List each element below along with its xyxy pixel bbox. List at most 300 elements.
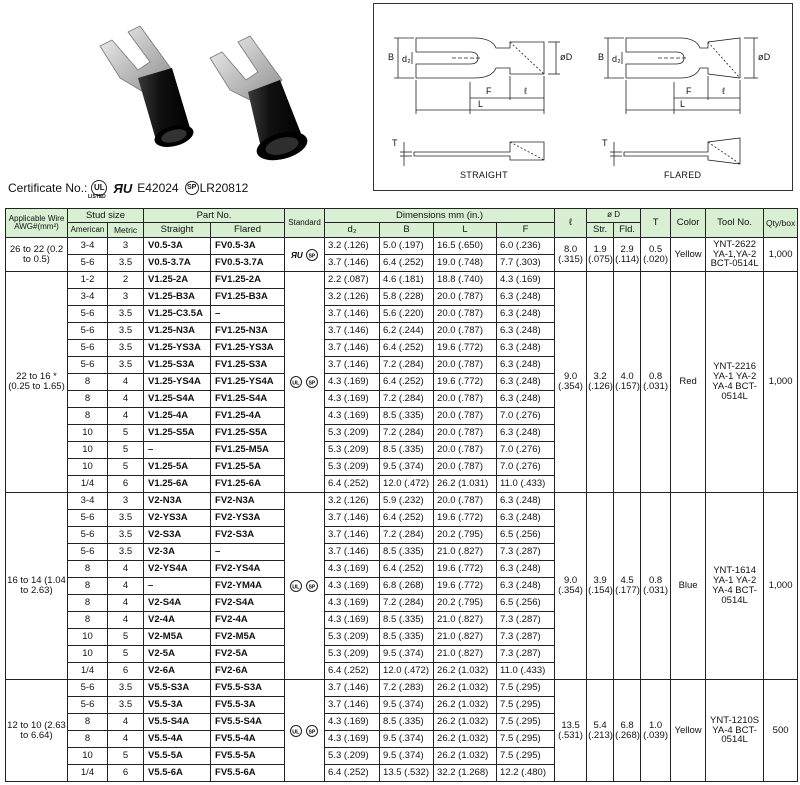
straight-part-cell: V1.25-YS4A <box>144 374 211 391</box>
f-cell: 6.3 (.248) <box>497 391 555 408</box>
d2-cell: 6.4 (.252) <box>325 476 380 493</box>
l-cell: 21.0 (.827) <box>434 646 497 663</box>
metric-stud-cell: 5 <box>108 425 144 442</box>
b-cell: 8.5 (.335) <box>380 408 434 425</box>
svg-text:ЯU: ЯU <box>290 250 303 260</box>
header-dimensions: Dimensions mm (in.) <box>325 209 555 223</box>
flared-part-cell: FV1.25-S3A <box>211 357 285 374</box>
flared-part-cell: FV2-S4A <box>211 595 285 612</box>
l-cell: 26.2 (1.032) <box>434 731 497 748</box>
t-cell: 1.0 (.039) <box>641 680 671 782</box>
metric-stud-cell: 5 <box>108 442 144 459</box>
straight-part-cell: – <box>144 578 211 595</box>
american-stud-cell: 5-6 <box>68 340 108 357</box>
flared-part-cell: FV5.5-3A <box>211 697 285 714</box>
listed-caption: LISTED <box>88 194 106 200</box>
flared-part-cell: FV2-YM4A <box>211 578 285 595</box>
metric-stud-cell: 3.5 <box>108 527 144 544</box>
american-stud-cell: 8 <box>68 374 108 391</box>
straight-part-cell: V1.25-S5A <box>144 425 211 442</box>
d2-cell: 5.3 (.209) <box>325 748 380 765</box>
metric-stud-cell: 2 <box>108 272 144 289</box>
metric-stud-cell: 4 <box>108 731 144 748</box>
b-cell: 13.5 (.532) <box>380 765 434 782</box>
f-cell: 6.3 (.248) <box>497 561 555 578</box>
flared-part-cell: FV2-YS4A <box>211 561 285 578</box>
straight-part-cell: V2-S4A <box>144 595 211 612</box>
l-cell: 19.6 (.772) <box>434 578 497 595</box>
l-small-cell: 9.0 (.354) <box>555 272 587 493</box>
f-cell: 7.5 (.295) <box>497 697 555 714</box>
metric-stud-cell: 3.5 <box>108 680 144 697</box>
metric-stud-cell: 4 <box>108 374 144 391</box>
standard-mark-icon <box>285 272 325 493</box>
metric-stud-cell: 4 <box>108 578 144 595</box>
f-cell: 12.2 (.480) <box>497 765 555 782</box>
d2-cell: 4.3 (.169) <box>325 374 380 391</box>
ul-recognized-mark-icon: ЯU <box>113 180 133 196</box>
straight-part-cell: V1.25-2A <box>144 272 211 289</box>
d2-cell: 5.3 (.209) <box>325 646 380 663</box>
b-cell: 9.5 (.374) <box>380 459 434 476</box>
dim-label-l-small-flared: ℓ <box>722 86 726 96</box>
d2-cell: 4.3 (.169) <box>325 408 380 425</box>
straight-part-cell: V1.25-5A <box>144 459 211 476</box>
table-row <box>6 493 798 510</box>
american-stud-cell: 8 <box>68 612 108 629</box>
svg-text:UL: UL <box>291 729 300 735</box>
dimension-drawing <box>373 3 793 191</box>
metric-stud-cell: 3.5 <box>108 255 144 272</box>
f-cell: 7.5 (.295) <box>497 714 555 731</box>
straight-part-cell: V1.25-6A <box>144 476 211 493</box>
spec-table <box>5 208 798 782</box>
b-cell: 8.5 (.335) <box>380 612 434 629</box>
b-cell: 6.4 (.252) <box>380 561 434 578</box>
american-stud-cell: 1/4 <box>68 663 108 680</box>
l-small-cell: 8.0 (.315) <box>555 238 587 272</box>
metric-stud-cell: 3.5 <box>108 323 144 340</box>
flared-side-view <box>610 138 740 166</box>
color-cell: Yellow <box>671 238 706 272</box>
terminal-photo <box>80 18 340 178</box>
header-metric: Metric <box>108 223 144 238</box>
l-cell: 26.2 (1.032) <box>434 748 497 765</box>
header-t: T <box>641 209 671 238</box>
b-cell: 7.2 (.284) <box>380 527 434 544</box>
metric-stud-cell: 5 <box>108 748 144 765</box>
d2-cell: 3.7 (.146) <box>325 527 380 544</box>
flared-part-cell: FV1.25-N3A <box>211 323 285 340</box>
flared-part-cell: FV1.25-5A <box>211 459 285 476</box>
american-stud-cell: 3-4 <box>68 238 108 255</box>
f-cell: 7.3 (.287) <box>497 544 555 561</box>
phid-flared-cell: 4.0 (.157) <box>614 272 641 493</box>
f-cell: 6.3 (.248) <box>497 493 555 510</box>
svg-text:UL: UL <box>291 380 300 387</box>
d2-cell: 5.3 (.209) <box>325 629 380 646</box>
d2-cell: 3.7 (.146) <box>325 544 380 561</box>
color-cell: Red <box>671 272 706 493</box>
straight-part-cell: V1.25-4A <box>144 408 211 425</box>
american-stud-cell: 8 <box>68 561 108 578</box>
straight-part-cell: V5.5-4A <box>144 731 211 748</box>
f-cell: 7.5 (.295) <box>497 731 555 748</box>
b-cell: 7.2 (.283) <box>380 680 434 697</box>
d2-cell: 4.3 (.169) <box>325 714 380 731</box>
header-stud-size: Stud size <box>68 209 144 223</box>
t-cell: 0.5 (.020) <box>641 238 671 272</box>
d2-cell: 6.4 (.252) <box>325 663 380 680</box>
f-cell: 6.5 (.256) <box>497 527 555 544</box>
d2-cell: 3.7 (.146) <box>325 680 380 697</box>
svg-text:SP: SP <box>308 728 315 735</box>
b-cell: 7.2 (.284) <box>380 425 434 442</box>
flared-part-cell: FV0.5-3.7A <box>211 255 285 272</box>
b-cell: 5.9 (.232) <box>380 493 434 510</box>
wire-size-cell: 16 to 14 (1.04 to 2.63) <box>6 493 68 680</box>
f-cell: 11.0 (.433) <box>497 476 555 493</box>
f-cell: 6.3 (.248) <box>497 306 555 323</box>
straight-part-cell: V5.5-5A <box>144 748 211 765</box>
straight-part-cell: V0.5-3.7A <box>144 255 211 272</box>
tool-no-cell: YNT-1614 YA-1 YA-2 YA-4 BCT-0514L <box>706 493 764 680</box>
l-cell: 21.0 (.827) <box>434 544 497 561</box>
metric-stud-cell: 5 <box>108 629 144 646</box>
l-cell: 26.2 (1.032) <box>434 663 497 680</box>
american-stud-cell: 5-6 <box>68 357 108 374</box>
d2-cell: 4.3 (.169) <box>325 612 380 629</box>
header-applicable-wire: Applicable Wire AWG#(mm²) <box>6 209 68 238</box>
d2-cell: 5.3 (.209) <box>325 459 380 476</box>
american-stud-cell: 8 <box>68 578 108 595</box>
flared-part-cell: FV1.25-YS4A <box>211 374 285 391</box>
d2-cell: 5.3 (.209) <box>325 442 380 459</box>
phid-flared-cell: 4.5 (.177) <box>614 493 641 680</box>
f-cell: 7.3 (.287) <box>497 612 555 629</box>
tool-no-cell: YNT-2622 YA-1,YA-2 BCT-0514L <box>706 238 764 272</box>
t-cell: 0.8 (.031) <box>641 272 671 493</box>
b-cell: 8.5 (.335) <box>380 714 434 731</box>
flared-part-cell: FV2-YS3A <box>211 510 285 527</box>
b-cell: 6.4 (.252) <box>380 510 434 527</box>
flared-part-cell: FV5.5-S4A <box>211 714 285 731</box>
metric-stud-cell: 6 <box>108 663 144 680</box>
l-cell: 32.2 (1.268) <box>434 765 497 782</box>
l-cell: 20.0 (.787) <box>434 408 497 425</box>
metric-stud-cell: 5 <box>108 459 144 476</box>
header-str: Str. <box>587 223 614 238</box>
flared-part-cell: FV2-N3A <box>211 493 285 510</box>
dim-label-b-straight: B <box>388 52 395 62</box>
american-stud-cell: 1/4 <box>68 476 108 493</box>
f-cell: 6.3 (.248) <box>497 289 555 306</box>
d2-cell: 3.2 (.126) <box>325 493 380 510</box>
straight-part-cell: V1.25-C3.5A <box>144 306 211 323</box>
d2-cell: 3.2 (.126) <box>325 238 380 255</box>
color-cell: Blue <box>671 493 706 680</box>
straight-part-cell: V2-6A <box>144 663 211 680</box>
certificate-line <box>8 178 248 198</box>
dimension-drawing-svg <box>374 4 794 192</box>
b-cell: 9.5 (.374) <box>380 646 434 663</box>
straight-part-cell: V2-YS4A <box>144 561 211 578</box>
metric-stud-cell: 3.5 <box>108 357 144 374</box>
f-cell: 6.3 (.248) <box>497 323 555 340</box>
d2-cell: 4.3 (.169) <box>325 561 380 578</box>
flared-part-cell: FV0.5-3A <box>211 238 285 255</box>
straight-part-cell: V2-M5A <box>144 629 211 646</box>
american-stud-cell: 5-6 <box>68 527 108 544</box>
table-row <box>6 680 798 697</box>
d2-cell: 4.3 (.169) <box>325 595 380 612</box>
d2-cell: 4.3 (.169) <box>325 731 380 748</box>
d2-cell: 3.7 (.146) <box>325 306 380 323</box>
l-cell: 26.2 (1.032) <box>434 714 497 731</box>
f-cell: 6.5 (.256) <box>497 595 555 612</box>
l-cell: 20.0 (.787) <box>434 493 497 510</box>
header-l: L <box>434 223 497 238</box>
svg-text:SP: SP <box>308 584 315 591</box>
american-stud-cell: 10 <box>68 646 108 663</box>
l-cell: 20.2 (.795) <box>434 595 497 612</box>
american-stud-cell: 1-2 <box>68 272 108 289</box>
metric-stud-cell: 4 <box>108 391 144 408</box>
f-cell: 7.0 (.276) <box>497 459 555 476</box>
american-stud-cell: 5-6 <box>68 306 108 323</box>
b-cell: 5.0 (.197) <box>380 238 434 255</box>
b-cell: 9.5 (.374) <box>380 731 434 748</box>
ul-certificate-number: E42024 <box>137 181 179 195</box>
flared-part-cell: FV1.25-2A <box>211 272 285 289</box>
american-stud-cell: 5-6 <box>68 255 108 272</box>
f-cell: 11.0 (.433) <box>497 663 555 680</box>
f-cell: 6.3 (.248) <box>497 340 555 357</box>
standard-mark-icon <box>285 493 325 680</box>
phid-straight-cell: 1.9 (.075) <box>587 238 614 272</box>
l-cell: 21.0 (.827) <box>434 612 497 629</box>
l-cell: 19.6 (.772) <box>434 561 497 578</box>
flared-part-cell: FV2-M5A <box>211 629 285 646</box>
straight-part-cell: – <box>144 442 211 459</box>
straight-part-cell: V1.25-S3A <box>144 357 211 374</box>
metric-stud-cell: 4 <box>108 612 144 629</box>
american-stud-cell: 8 <box>68 714 108 731</box>
american-stud-cell: 5-6 <box>68 510 108 527</box>
l-cell: 19.6 (.772) <box>434 510 497 527</box>
b-cell: 6.4 (.252) <box>380 340 434 357</box>
dim-label-t-straight: T <box>392 138 398 148</box>
flared-part-cell: FV1.25-B3A <box>211 289 285 306</box>
straight-part-cell: V2-N3A <box>144 493 211 510</box>
phid-straight-cell: 5.4 (.213) <box>587 680 614 782</box>
straight-part-cell: V2-5A <box>144 646 211 663</box>
dim-label-phid-flared: øD <box>758 52 771 62</box>
b-cell: 6.4 (.252) <box>380 255 434 272</box>
d2-cell: 3.7 (.146) <box>325 255 380 272</box>
b-cell: 7.2 (.284) <box>380 357 434 374</box>
l-cell: 16.5 (.650) <box>434 238 497 255</box>
straight-part-cell: V5.5-3A <box>144 697 211 714</box>
b-cell: 4.6 (.181) <box>380 272 434 289</box>
straight-part-cell: V2-3A <box>144 544 211 561</box>
d2-cell: 4.3 (.169) <box>325 578 380 595</box>
metric-stud-cell: 6 <box>108 476 144 493</box>
straight-top-view <box>394 38 560 114</box>
d2-cell: 5.3 (.209) <box>325 425 380 442</box>
american-stud-cell: 10 <box>68 425 108 442</box>
standard-mark-icon <box>285 238 325 272</box>
l-cell: 20.0 (.787) <box>434 425 497 442</box>
d2-cell: 6.4 (.252) <box>325 765 380 782</box>
american-stud-cell: 10 <box>68 629 108 646</box>
american-stud-cell: 3-4 <box>68 289 108 306</box>
header-american: American <box>68 223 108 238</box>
table-row <box>6 238 798 255</box>
flared-part-cell: FV1.25-M5A <box>211 442 285 459</box>
csa-mark-icon: SP <box>185 181 199 195</box>
metric-stud-cell: 3.5 <box>108 306 144 323</box>
l-cell: 21.0 (.827) <box>434 629 497 646</box>
ul-listed-mark-icon: UL <box>91 180 107 196</box>
qty-cell: 1,000 <box>764 493 798 680</box>
d2-cell: 4.3 (.169) <box>325 391 380 408</box>
color-cell: Yellow <box>671 680 706 782</box>
header-phid: ø D <box>587 209 641 223</box>
metric-stud-cell: 4 <box>108 561 144 578</box>
f-cell: 7.5 (.295) <box>497 748 555 765</box>
flared-caption: FLARED <box>664 170 702 180</box>
metric-stud-cell: 6 <box>108 765 144 782</box>
l-cell: 26.2 (1.032) <box>434 680 497 697</box>
dim-label-b-flared: B <box>598 52 605 62</box>
l-cell: 26.2 (1.032) <box>434 697 497 714</box>
american-stud-cell: 10 <box>68 748 108 765</box>
dim-label-phid-straight: øD <box>560 52 573 62</box>
spec-table-body <box>6 238 798 782</box>
dim-label-l-straight: L <box>478 99 484 109</box>
header-part-no: Part No. <box>144 209 285 223</box>
b-cell: 6.2 (.244) <box>380 323 434 340</box>
straight-part-cell: V1.25-YS3A <box>144 340 211 357</box>
dim-label-t-flared: T <box>602 138 608 148</box>
wire-size-cell: 26 to 22 (0.2 to 0.5) <box>6 238 68 272</box>
dim-label-f-straight: F <box>486 86 492 96</box>
f-cell: 6.3 (.248) <box>497 578 555 595</box>
flared-part-cell: FV2-S3A <box>211 527 285 544</box>
american-stud-cell: 1/4 <box>68 765 108 782</box>
dim-label-l-flared: L <box>680 99 686 109</box>
dim-label-d2-flared: d₂ <box>612 54 622 64</box>
american-stud-cell: 8 <box>68 595 108 612</box>
header-tool-no: Tool No. <box>706 209 764 238</box>
d2-cell: 3.2 (.126) <box>325 289 380 306</box>
metric-stud-cell: 3.5 <box>108 544 144 561</box>
f-cell: 6.3 (.248) <box>497 374 555 391</box>
flared-terminal-image <box>210 36 310 165</box>
l-cell: 20.2 (.795) <box>434 527 497 544</box>
flared-part-cell: FV2-6A <box>211 663 285 680</box>
header-l-small: ℓ <box>555 209 587 238</box>
flared-part-cell: FV1.25-4A <box>211 408 285 425</box>
flared-part-cell: FV5.5-4A <box>211 731 285 748</box>
phid-flared-cell: 6.8 (.268) <box>614 680 641 782</box>
straight-part-cell: V5.5-6A <box>144 765 211 782</box>
l-cell: 19.6 (.772) <box>434 374 497 391</box>
svg-text:SP: SP <box>308 252 315 259</box>
straight-part-cell: V1.25-B3A <box>144 289 211 306</box>
l-small-cell: 9.0 (.354) <box>555 493 587 680</box>
american-stud-cell: 5-6 <box>68 544 108 561</box>
l-cell: 19.0 (.748) <box>434 255 497 272</box>
american-stud-cell: 3-4 <box>68 493 108 510</box>
qty-cell: 1,000 <box>764 238 798 272</box>
dim-label-d2-straight: d₂ <box>402 54 412 64</box>
straight-part-cell: V0.5-3A <box>144 238 211 255</box>
flared-part-cell: – <box>211 544 285 561</box>
b-cell: 5.8 (.228) <box>380 289 434 306</box>
b-cell: 6.4 (.252) <box>380 374 434 391</box>
l-small-cell: 13.5 (.531) <box>555 680 587 782</box>
f-cell: 7.7 (.303) <box>497 255 555 272</box>
standard-mark-icon <box>285 680 325 782</box>
flared-part-cell: – <box>211 306 285 323</box>
b-cell: 8.5 (.335) <box>380 442 434 459</box>
l-cell: 20.0 (.787) <box>434 459 497 476</box>
metric-stud-cell: 3 <box>108 289 144 306</box>
f-cell: 6.0 (.236) <box>497 238 555 255</box>
table-row <box>6 272 798 289</box>
f-cell: 7.3 (.287) <box>497 646 555 663</box>
american-stud-cell: 10 <box>68 459 108 476</box>
tool-no-cell: YNT-1210S YA-4 BCT-0514L <box>706 680 764 782</box>
dim-label-f-flared: F <box>686 86 692 96</box>
qty-cell: 500 <box>764 680 798 782</box>
f-cell: 6.3 (.248) <box>497 425 555 442</box>
f-cell: 7.0 (.276) <box>497 408 555 425</box>
d2-cell: 3.7 (.146) <box>325 357 380 374</box>
header-b: B <box>380 223 434 238</box>
metric-stud-cell: 3 <box>108 493 144 510</box>
phid-straight-cell: 3.9 (.154) <box>587 493 614 680</box>
svg-text:SP: SP <box>308 380 315 387</box>
metric-stud-cell: 4 <box>108 595 144 612</box>
metric-stud-cell: 4 <box>108 714 144 731</box>
b-cell: 9.5 (.374) <box>380 748 434 765</box>
header-straight: Straight <box>144 223 211 238</box>
b-cell: 6.8 (.268) <box>380 578 434 595</box>
f-cell: 7.0 (.276) <box>497 442 555 459</box>
l-cell: 20.0 (.787) <box>434 442 497 459</box>
american-stud-cell: 5-6 <box>68 697 108 714</box>
header-qty-box: Qty/box <box>764 209 798 238</box>
straight-part-cell: V2-YS3A <box>144 510 211 527</box>
metric-stud-cell: 3 <box>108 238 144 255</box>
straight-part-cell: V5.5-S4A <box>144 714 211 731</box>
header-flared: Flared <box>211 223 285 238</box>
phid-straight-cell: 3.2 (.126) <box>587 272 614 493</box>
phid-flared-cell: 2.9 (.114) <box>614 238 641 272</box>
flared-part-cell: FV5.5-S3A <box>211 680 285 697</box>
b-cell: 7.2 (.284) <box>380 391 434 408</box>
american-stud-cell: 10 <box>68 442 108 459</box>
l-cell: 20.0 (.787) <box>434 391 497 408</box>
flared-part-cell: FV5.5-6A <box>211 765 285 782</box>
l-cell: 26.2 (1.031) <box>434 476 497 493</box>
american-stud-cell: 8 <box>68 408 108 425</box>
d2-cell: 3.7 (.146) <box>325 697 380 714</box>
header-standard: Standard <box>285 209 325 238</box>
